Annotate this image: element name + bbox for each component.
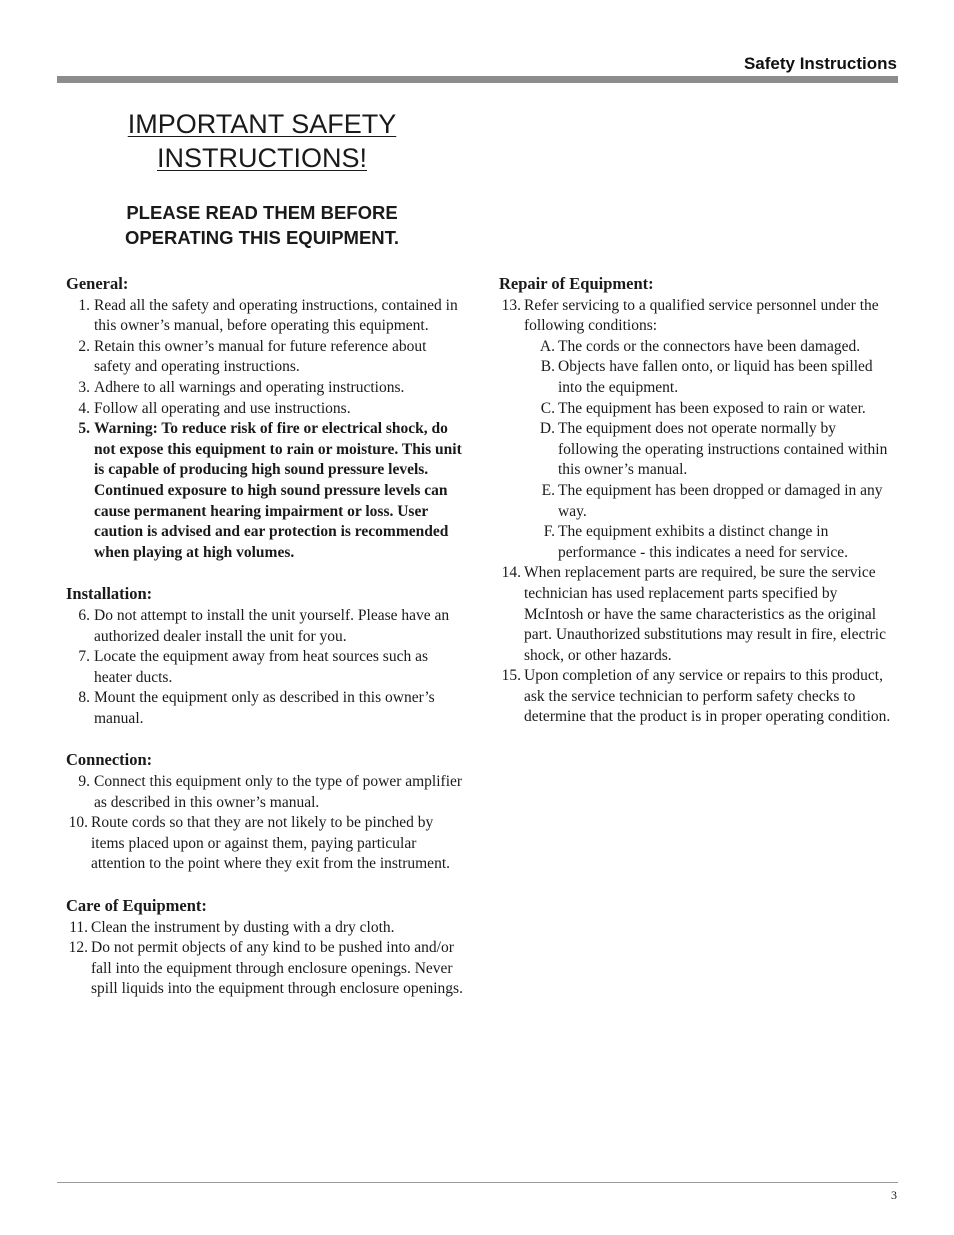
right-column — [499, 274, 899, 728]
sub-item-text: The equipment has been dropped or damaged in any way. — [558, 481, 883, 520]
item-text: Follow all operating and use instructions. — [94, 399, 351, 417]
item-number: 11. — [69, 918, 88, 936]
list-item-13 — [499, 296, 899, 337]
sub-item-b — [499, 357, 899, 398]
warning-item-5 — [66, 419, 466, 563]
item-text: Locate the equipment away from heat sources such as heater ducts. — [94, 648, 428, 686]
item-number: 4. — [78, 399, 90, 417]
item-number: 8. — [78, 689, 90, 707]
item-text: Route cords so that they are not likely to be pinched by items placed upon or against them, paying particular attention to the point where they exit from the instrument. — [91, 814, 450, 873]
item-number: 1. — [78, 296, 90, 314]
item-text: When replacement parts are required, be sure the service technician has used replacement parts specified by McIntosh or have the same characteristics as the original part. Unauthorized substitutions may result in fire, electric shock, or other hazards. — [524, 564, 886, 664]
list-item-10 — [66, 813, 466, 875]
item-number: 13. — [501, 296, 521, 314]
item-text: Refer servicing to a qualified service personnel under the following conditions: — [524, 296, 879, 335]
page-number: 3 — [891, 1188, 897, 1202]
sub-item-e — [499, 481, 899, 522]
sub-item-d — [499, 419, 899, 481]
list-item-7 — [66, 647, 466, 688]
sub-item-letter: D. — [539, 420, 555, 438]
sub-item-text: The cords or the connectors have been damaged. — [558, 337, 861, 355]
list-item-2 — [66, 337, 466, 378]
item-number: 7. — [78, 648, 90, 666]
item-text: Mount the equipment only as described in this owner’s manual. — [94, 689, 435, 727]
main-title-line-2: INSTRUCTIONS! — [156, 143, 367, 173]
item-text: Connect this equipment only to the type of power amplifier as described in this owner’s manual. — [94, 773, 463, 811]
section-heading-care: Care of Equipment: — [66, 896, 207, 916]
sub-item-text: The equipment exhibits a distinct change in performance - this indicates a need for service. — [558, 523, 849, 561]
list-item-3 — [66, 378, 466, 399]
item-text: Do not attempt to install the unit yourself. Please have an authorized dealer install the unit for you. — [94, 606, 450, 645]
item-text: Do not permit objects of any kind to be pushed into and/or fall into the equipment through enclosure openings. Never spill liquids into the equipment through enclosure openings. — [91, 939, 463, 998]
subtitle-line-2: OPERATING THIS EQUIPMENT. — [124, 227, 400, 248]
item-number: 9. — [78, 773, 90, 791]
item-number: 6. — [78, 606, 90, 624]
item-number: 14. — [501, 564, 521, 582]
sub-item-text: The equipment does not operate normally by following the operating instructions contained within this owner’s manual. — [558, 420, 888, 479]
sub-item-letter: C. — [540, 399, 555, 417]
header-divider-bar — [57, 76, 898, 83]
section-heading-installation: Installation: — [66, 584, 153, 604]
sub-item-a — [499, 337, 899, 358]
item-number: 3. — [78, 378, 90, 396]
item-text: Retain this owner’s manual for future reference about safety and operating instructions. — [94, 337, 427, 376]
sub-item-text: The equipment has been exposed to rain or water. — [558, 399, 866, 417]
section-connection — [66, 750, 466, 875]
list-item-12 — [66, 938, 466, 1000]
footer-divider — [57, 1182, 898, 1183]
sub-item-letter: F. — [543, 523, 555, 541]
sub-item-letter: E. — [541, 481, 555, 499]
item-number: 2. — [78, 337, 90, 355]
item-number: 12. — [68, 939, 88, 957]
item-number: 5. — [78, 420, 90, 438]
list-item-4 — [66, 399, 466, 420]
item-text: Adhere to all warnings and operating instructions. — [94, 378, 405, 396]
subtitle-line-1: PLEASE READ THEM BEFORE — [126, 202, 398, 223]
list-item-14 — [499, 563, 899, 666]
list-item-11 — [66, 918, 466, 939]
main-title-line-1: IMPORTANT SAFETY — [127, 109, 397, 139]
sub-item-letter: A. — [539, 337, 555, 355]
item-text: Upon completion of any service or repairs to this product, ask the service technician to perform safety checks to determine that the product is in proper operating condition. — [524, 667, 891, 726]
section-general — [66, 274, 466, 563]
section-repair — [499, 274, 899, 728]
section-installation — [66, 584, 466, 729]
item-number: 10. — [68, 814, 88, 832]
section-care — [66, 896, 466, 1000]
sub-item-letter: B. — [540, 358, 555, 376]
main-title — [112, 107, 412, 175]
list-item-1 — [66, 296, 466, 337]
warning-text: Warning: To reduce risk of fire or electrical shock, do not expose this equipment to rain or moisture. This unit is capable of producing high sound pressure levels. Continued exposure to high sound pressure levels can cause permanent hearing impairment or loss. User caution is advised and ear protection is recommended when playing at high volumes. — [94, 420, 462, 561]
left-column — [66, 274, 466, 1000]
subtitle — [92, 200, 432, 250]
list-item-15 — [499, 666, 899, 728]
list-item-6 — [66, 606, 466, 647]
section-heading-general: General: — [66, 274, 129, 293]
item-number: 15. — [501, 667, 521, 685]
sub-item-c — [499, 399, 899, 420]
page-header-title: Safety Instructions — [743, 54, 897, 73]
sub-item-text: Objects have fallen onto, or liquid has been spilled into the equipment. — [558, 358, 873, 396]
list-item-8 — [66, 688, 466, 729]
item-text: Clean the instrument by dusting with a dry cloth. — [91, 918, 395, 936]
section-heading-connection: Connection: — [66, 750, 153, 770]
item-text: Read all the safety and operating instructions, contained in this owner’s manual, before operating this equipment. — [94, 296, 458, 335]
section-heading-repair: Repair of Equipment: — [499, 274, 654, 293]
sub-item-f — [499, 522, 899, 563]
list-item-9 — [66, 772, 466, 813]
